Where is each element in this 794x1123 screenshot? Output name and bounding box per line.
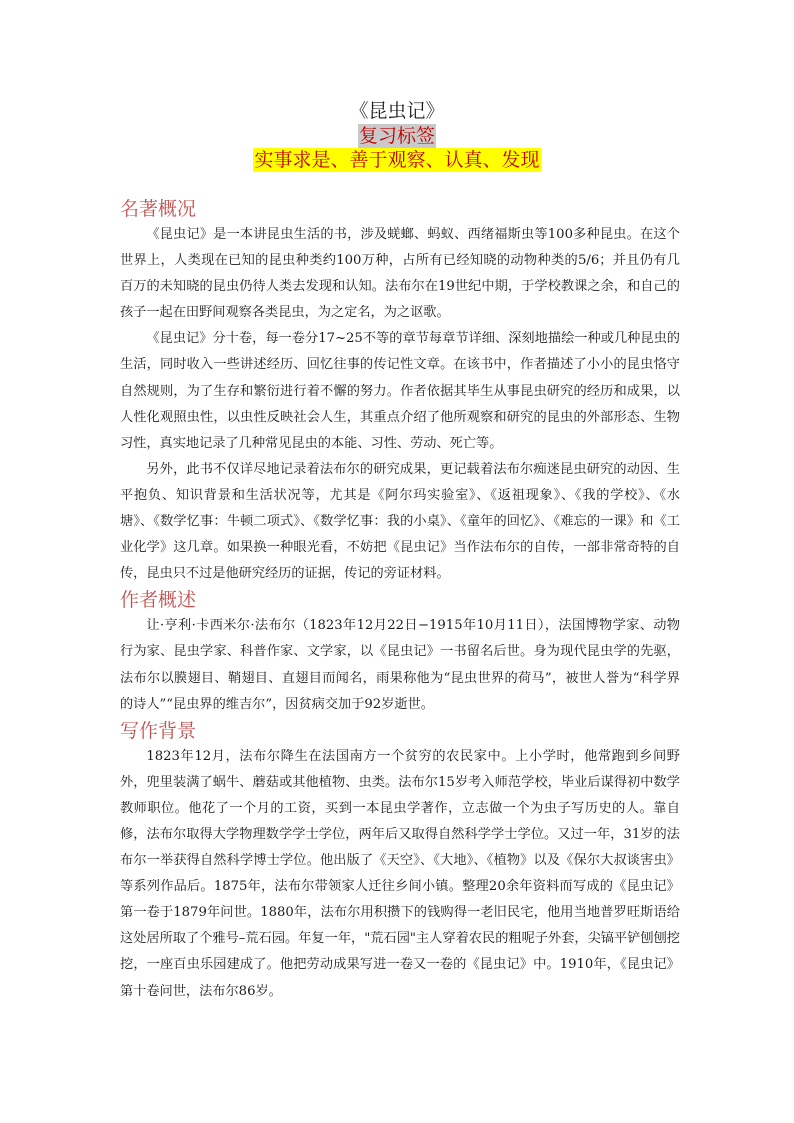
section-heading-background: 写作背景 — [120, 719, 197, 742]
background-paragraph: 1823年12月，法布尔降生在法国南方一个贫穷的农民家中。上小学时，他常跑到乡间野外，兜里装满了蜗牛、蘑菇或其他植物、虫类。法布尔15岁考入师范学校，毕业后谋得初中数学教师职位。他花了一个月的工资，买到一本昆虫学著作，立志做一个为虫子写历史的人。靠自修，法布尔取得大学物理数学学士学位，两年后又取得自然科学学士学位。又过一年，31岁的法布尔一举获得自然科学博士学位。他出版了《天空》、《大地》、《植物》以及《保尔大叔谈害虫》等系列作品后。1875年，法布尔带领家人迁往乡间小镇。整理20余年资料而写成的《昆虫记》第一卷于1879年问世。1880年，法布尔用积攒下的钱购得一老旧民宅，他用当地普罗旺斯语给这处居所取了个雅号–荒石园。年复一年，"荒石园"主人穿着农民的粗呢子外套，尖镐平铲刨刨挖挖，一座百虫乐园建成了。他把劳动成果写进一卷又一卷的《昆虫记》中。1910年，《昆虫记》第十卷问世，法布尔86岁。 — [120, 748, 680, 999]
section-overview — [120, 196, 680, 587]
overview-paragraph: 另外，此书不仅详尽地记录着法布尔的研究成果，更记载着法布尔痴迷昆虫研究的动因、生平抱负、知识背景和生活状况等，尤其是《阿尔玛实验室》、《返祖现象》、《我的学校》、《水塘》、《数学忆事：牛顿二项式》、《数学忆事：我的小桌》、《童年的回忆》、《难忘的一课》和《工业化学》这几章。如果换一种眼光看，不妨把《昆虫记》当作法布尔的自传，一部非常奇特的自传，昆虫只不过是他研究经历的证据，传记的旁证材料。 — [120, 461, 680, 582]
section-author — [120, 587, 680, 717]
section-heading-overview: 名著概况 — [120, 198, 197, 220]
author-paragraph: 让·亨利·卡西米尔·法布尔（1823年12月22日−1915年10月11日），法国博物学家、动物行为家、昆虫学家、科普作家、文学家，以《昆虫记》一书留名后世。身为现代昆虫学的先驱，法布尔以膜翅目、鞘翅目、直翅目而闻名，雨果称他为“昆虫世界的荷马”，被世人誉为“科学界的诗人”“昆虫界的维吉尔”，因贫病交加于92岁逝世。 — [120, 618, 680, 712]
overview-paragraph: 《昆虫记》分十卷，每一卷分17~25不等的章节每章节详细、深刻地描绘一种或几种昆虫的生活，同时收入一些讲述经历、回忆往事的传记性文章。在该书中，作者描述了小小的昆虫恪守自然规则，为了生存和繁衍进行着不懈的努力。作者依据其毕生从事昆虫研究的经历和成果，以人性化观照虫性，以虫性反映社会人生，其重点介绍了他所观察和研究的昆虫的外部形态、生物习性，真实地记录了几种常见昆虫的本能、习性、劳动、死亡等。 — [120, 331, 680, 451]
review-keywords: 实事求是、善于观察、认真、发现 — [254, 149, 540, 171]
section-background — [120, 718, 680, 1005]
review-tag-label: 复习标签 — [358, 125, 435, 147]
review-tag-line — [0, 124, 794, 148]
overview-paragraph: 《昆虫记》是一本讲昆虫生活的书，涉及蜣螂、蚂蚁、西绪福斯虫等100多种昆虫。在这个世界上，人类现在已知的昆虫种类约100万种，占所有已经知晓的动物种类的5/6；并且仍有几百万的未知晓的昆虫仍待人类去发现和认知。法布尔在19世纪中期，于学校教课之余，和自己的孩子一起在田野间观察各类昆虫，为之定名，为之讴歌。 — [120, 227, 680, 321]
section-heading-author: 作者概述 — [120, 589, 197, 612]
book-title: 《昆虫记》 — [349, 100, 445, 122]
document-header — [0, 98, 794, 172]
document-body — [120, 196, 680, 1005]
keywords-line — [0, 148, 794, 172]
